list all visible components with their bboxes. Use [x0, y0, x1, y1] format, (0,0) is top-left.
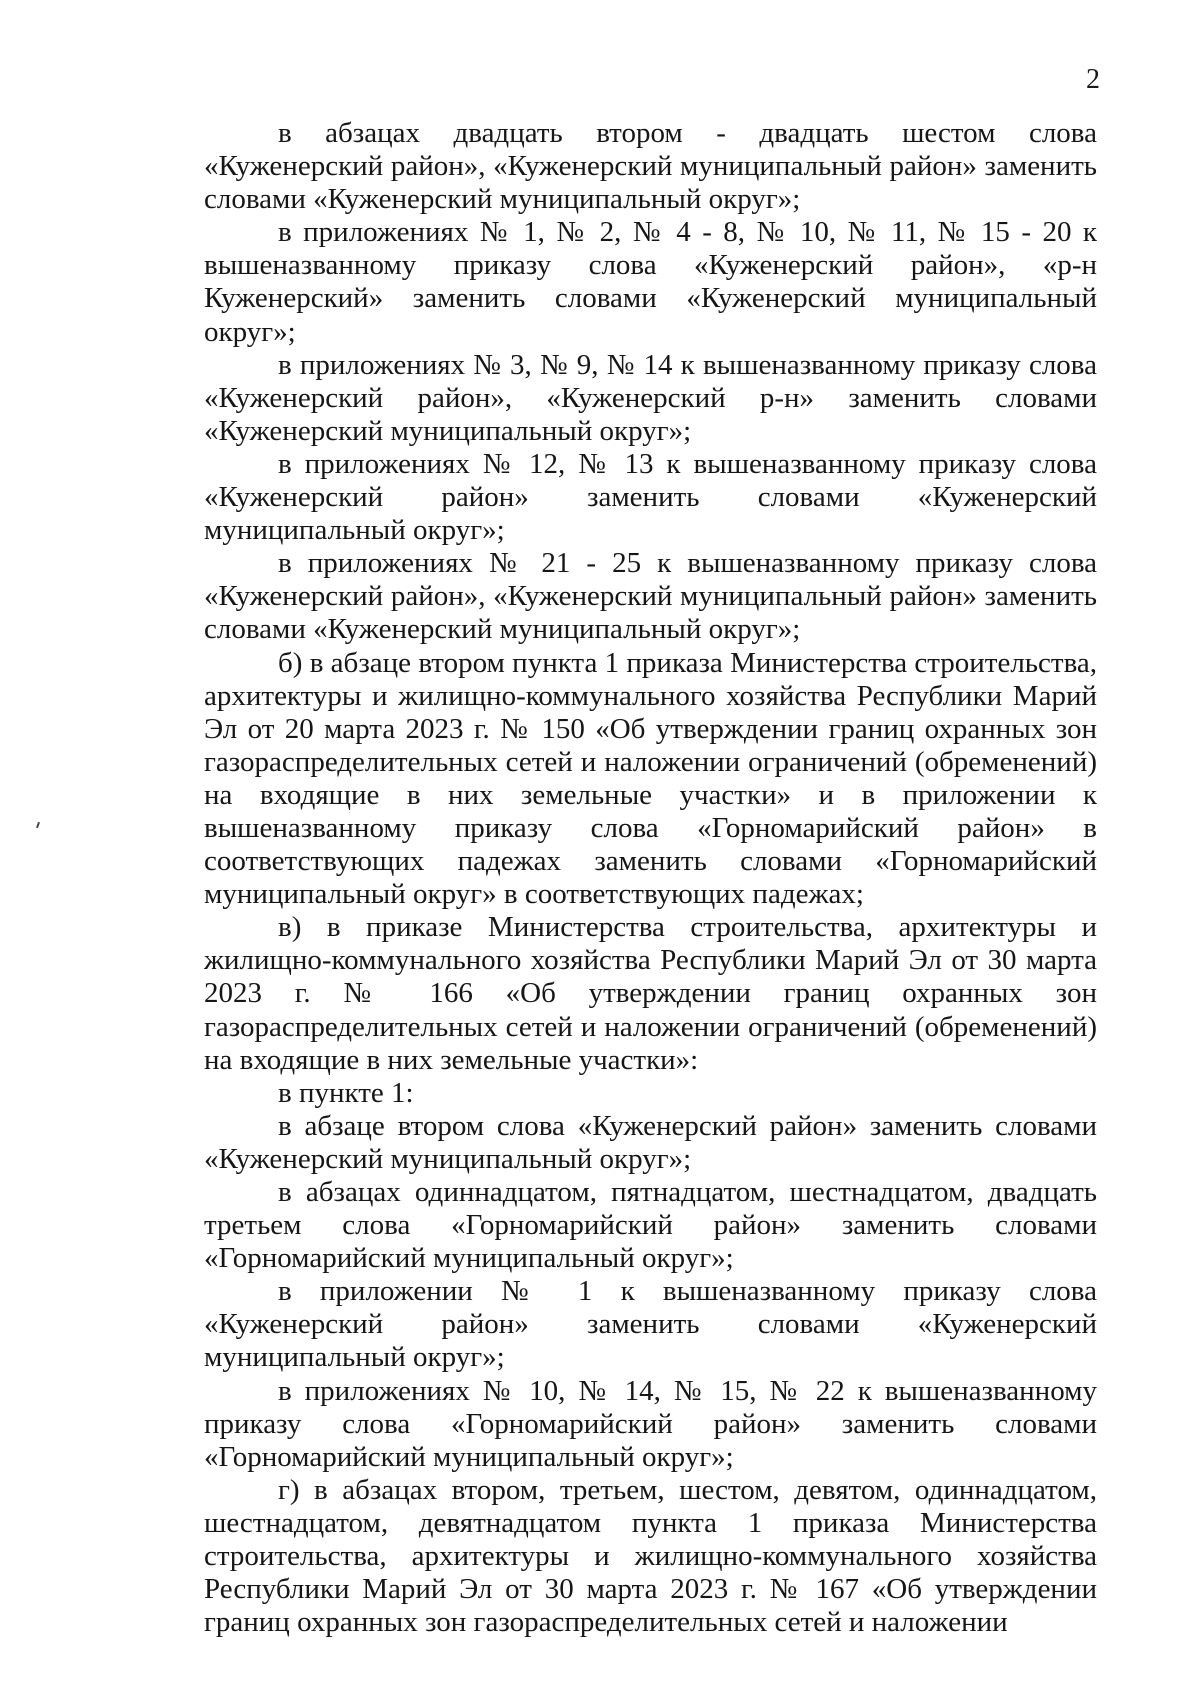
paragraph: в приложениях № 3, № 9, № 14 к вышеназванному приказу слова «Куженерский район», «Куженерский р-н» заменить словами «Куженерский муниципальный округ»; [204, 348, 1097, 447]
paragraph: в) в приказе Министерства строительства, архитектуры и жилищно-коммунального хозяйства Республики Марий Эл от 30 марта 2023 г. № 166 «Об утверждении границ охранных зон газораспределительных сетей и наложении ограничений (обременений) на входящие в них земельные участки»: [204, 911, 1097, 1076]
scan-speck [36, 822, 40, 828]
paragraph: в абзацах двадцать втором - двадцать шестом слова «Куженерский район», «Куженерский муниципальный район» заменить словами «Куженерский муниципальный округ»; [204, 117, 1097, 216]
paragraph: в приложениях № 1, № 2, № 4 - 8, № 10, № 11, № 15 - 20 к вышеназванному приказу слова «Куженерский район», «р-н Куженерский» заменить словами «Куженерский муниципальный округ»; [204, 216, 1097, 348]
paragraph: в приложении № 1 к вышеназванному приказу слова «Куженерский район» заменить словами «Куженерский муниципальный округ»; [204, 1275, 1097, 1374]
paragraph: в пункте 1: [278, 1076, 414, 1109]
page-number: 2 [1086, 64, 1100, 95]
paragraph: в приложениях № 12, № 13 к вышеназванному приказу слова «Куженерский район» заменить словами «Куженерский муниципальный округ»; [204, 447, 1097, 547]
paragraph: г) в абзацах втором, третьем, шестом, девятом, одиннадцатом, шестнадцатом, девятнадцатом пункта 1 приказа Министерства строительства, архитектуры и жилищно-коммунального хозяйства Республики Марий Эл от 30 марта 2023 г. № 167 «Об утверждении границ охранных зон газораспределительных сетей и наложении [204, 1473, 1097, 1639]
paragraph: б) в абзаце втором пункта 1 приказа Министерства строительства, архитектуры и жилищно-коммунального хозяйства Республики Марий Эл от 20 марта 2023 г. № 150 «Об утверждении границ охранных зон газораспределительных сетей и наложении ограничений (обременений) на входящие в них земельные участки» и в приложении к вышеназванному приказу слова «Горномарийский район» в соответствующих падежах заменить словами «Горномарийский муниципальный округ» в соответствующих падежах; [204, 646, 1097, 911]
paragraph: в приложениях № 10, № 14, № 15, № 22 к вышеназванному приказу слова «Горномарийский район» заменить словами «Горномарийский муниципальный округ»; [204, 1374, 1097, 1473]
paragraph: в абзаце втором слова «Куженерский район» заменить словами «Куженерский муниципальный округ»; [204, 1109, 1097, 1175]
paragraph: в абзацах одиннадцатом, пятнадцатом, шестнадцатом, двадцать третьем слова «Горномарийский район» заменить словами «Горномарийский муниципальный округ»; [204, 1176, 1097, 1275]
document-body [204, 117, 1097, 1639]
paragraph: в приложениях № 21 - 25 к вышеназванному приказу слова «Куженерский район», «Куженерский муниципальный район» заменить словами «Куженерский муниципальный округ»; [204, 547, 1097, 646]
